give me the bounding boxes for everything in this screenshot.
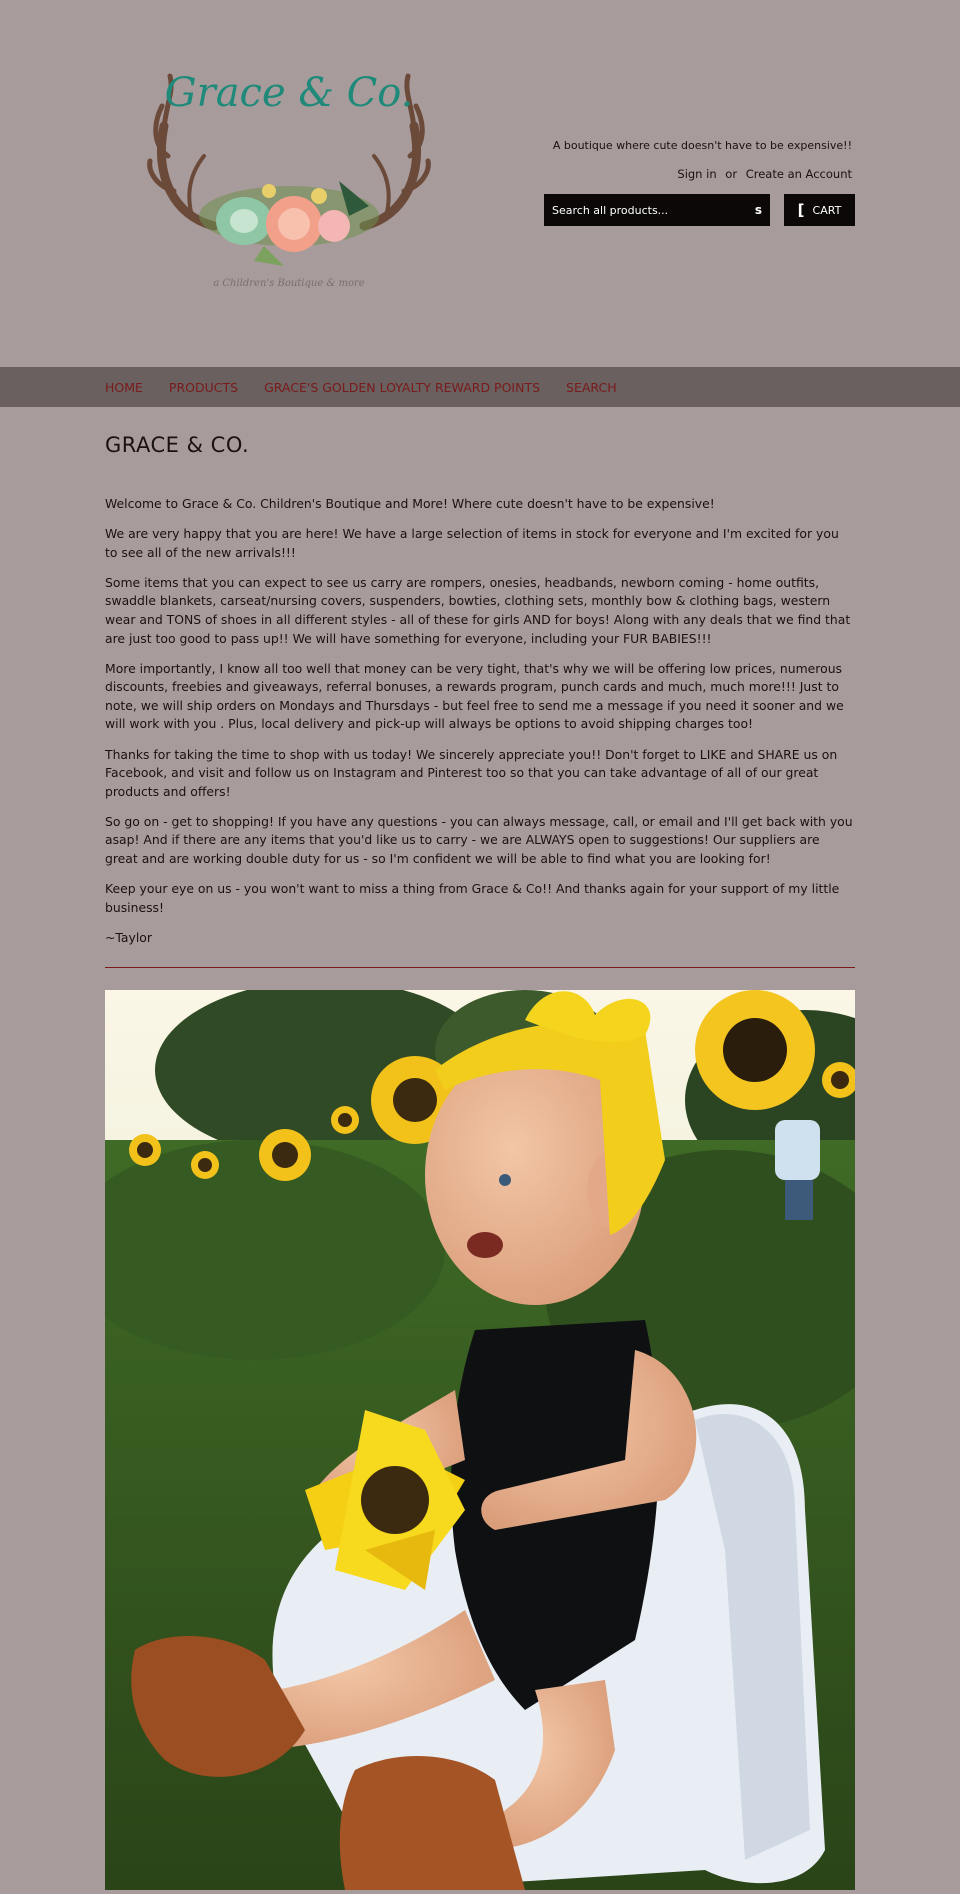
main-nav bbox=[0, 367, 960, 407]
or-text: or bbox=[725, 167, 738, 181]
nav-item-home[interactable]: HOME bbox=[105, 379, 143, 395]
logo[interactable] bbox=[144, 66, 434, 296]
nav-item-products[interactable]: PRODUCTS bbox=[168, 379, 239, 395]
paragraph: Some items that you can expect to see us carry are rompers, onesies, headbands, newborn coming - home outfits, swaddle blankets, carseat/nursing covers, suspenders, bowties, clothing sets, monthly bow & clothing bags, western wear and TONS of shoes in all different styles - all of these for girls AND for boys! Along with any deals that we find that are just too good to pass up!! We will have something for everyone, including your FUR BABIES!!! bbox=[105, 574, 851, 646]
paragraph: So go on - get to shopping! If you have any questions - you can always message, call, or email and I'll get back with you asap! And if there are any items that you'd like us to carry - we are ALWAYS open to suggestions! Our suppliers are great and are working double duty for us - so I'm confident we will be able to find what you are looking for! bbox=[105, 813, 853, 866]
page-title: GRACE & CO. bbox=[105, 433, 250, 457]
search-input[interactable] bbox=[544, 194, 734, 226]
logo-subtitle: a Children's Boutique & more bbox=[213, 278, 365, 289]
cart-label: CART bbox=[812, 203, 842, 217]
search-button[interactable]: s bbox=[754, 203, 762, 217]
sign-in-link[interactable]: Sign in bbox=[677, 167, 717, 181]
cart-button[interactable] bbox=[784, 194, 855, 226]
signature: ~Taylor bbox=[105, 929, 152, 945]
main-content bbox=[105, 407, 855, 1894]
paragraph: Welcome to Grace & Co. Children's Boutique and More! Where cute doesn't have to be expensive! bbox=[105, 496, 715, 511]
featured-photo bbox=[105, 990, 855, 1890]
cart-icon: [ bbox=[797, 201, 805, 219]
nav-item-loyalty-rewards[interactable]: GRACE'S GOLDEN LOYALTY REWARD POINTS bbox=[264, 379, 541, 395]
paragraph: Thanks for taking the time to shop with us today! We sincerely appreciate you!! Don't forget to LIKE and SHARE us on Facebook, and visit and follow us on Instagram and Pinterest too so that you can take advantage of all of our great products and offers! bbox=[105, 746, 838, 799]
create-account-link[interactable]: Create an Account bbox=[745, 167, 852, 181]
page-content bbox=[105, 495, 855, 947]
flower-icon bbox=[199, 181, 379, 266]
tagline: A boutique where cute doesn't have to be expensive!! bbox=[552, 139, 852, 152]
paragraph: We are very happy that you are here! We have a large selection of items in stock for everyone and I'm excited for you to see all of the new arrivals!!! bbox=[105, 526, 839, 560]
nav-item-search[interactable]: SEARCH bbox=[566, 379, 617, 395]
paragraph: More importantly, I know all too well that money can be very tight, that's why we will be offering low prices, numerous discounts, freebies and giveaways, referral bonuses, a rewards program, punch cards and much, much more!!! Just to note, we will ship orders on Mondays and Thursdays - but feel free to send me a message if you need it sooner and we will work with you . Plus, local delivery and pick-up will always be options to avoid shipping charges too! bbox=[105, 660, 844, 732]
site-header bbox=[0, 0, 960, 367]
paragraph: Keep your eye on us - you won't want to miss a thing from Grace & Co!! And thanks again for your support of my little business! bbox=[105, 881, 840, 915]
account-links bbox=[677, 167, 852, 181]
search-form bbox=[544, 194, 770, 226]
logo-title: Grace & Co. bbox=[164, 70, 414, 116]
divider bbox=[105, 967, 855, 968]
